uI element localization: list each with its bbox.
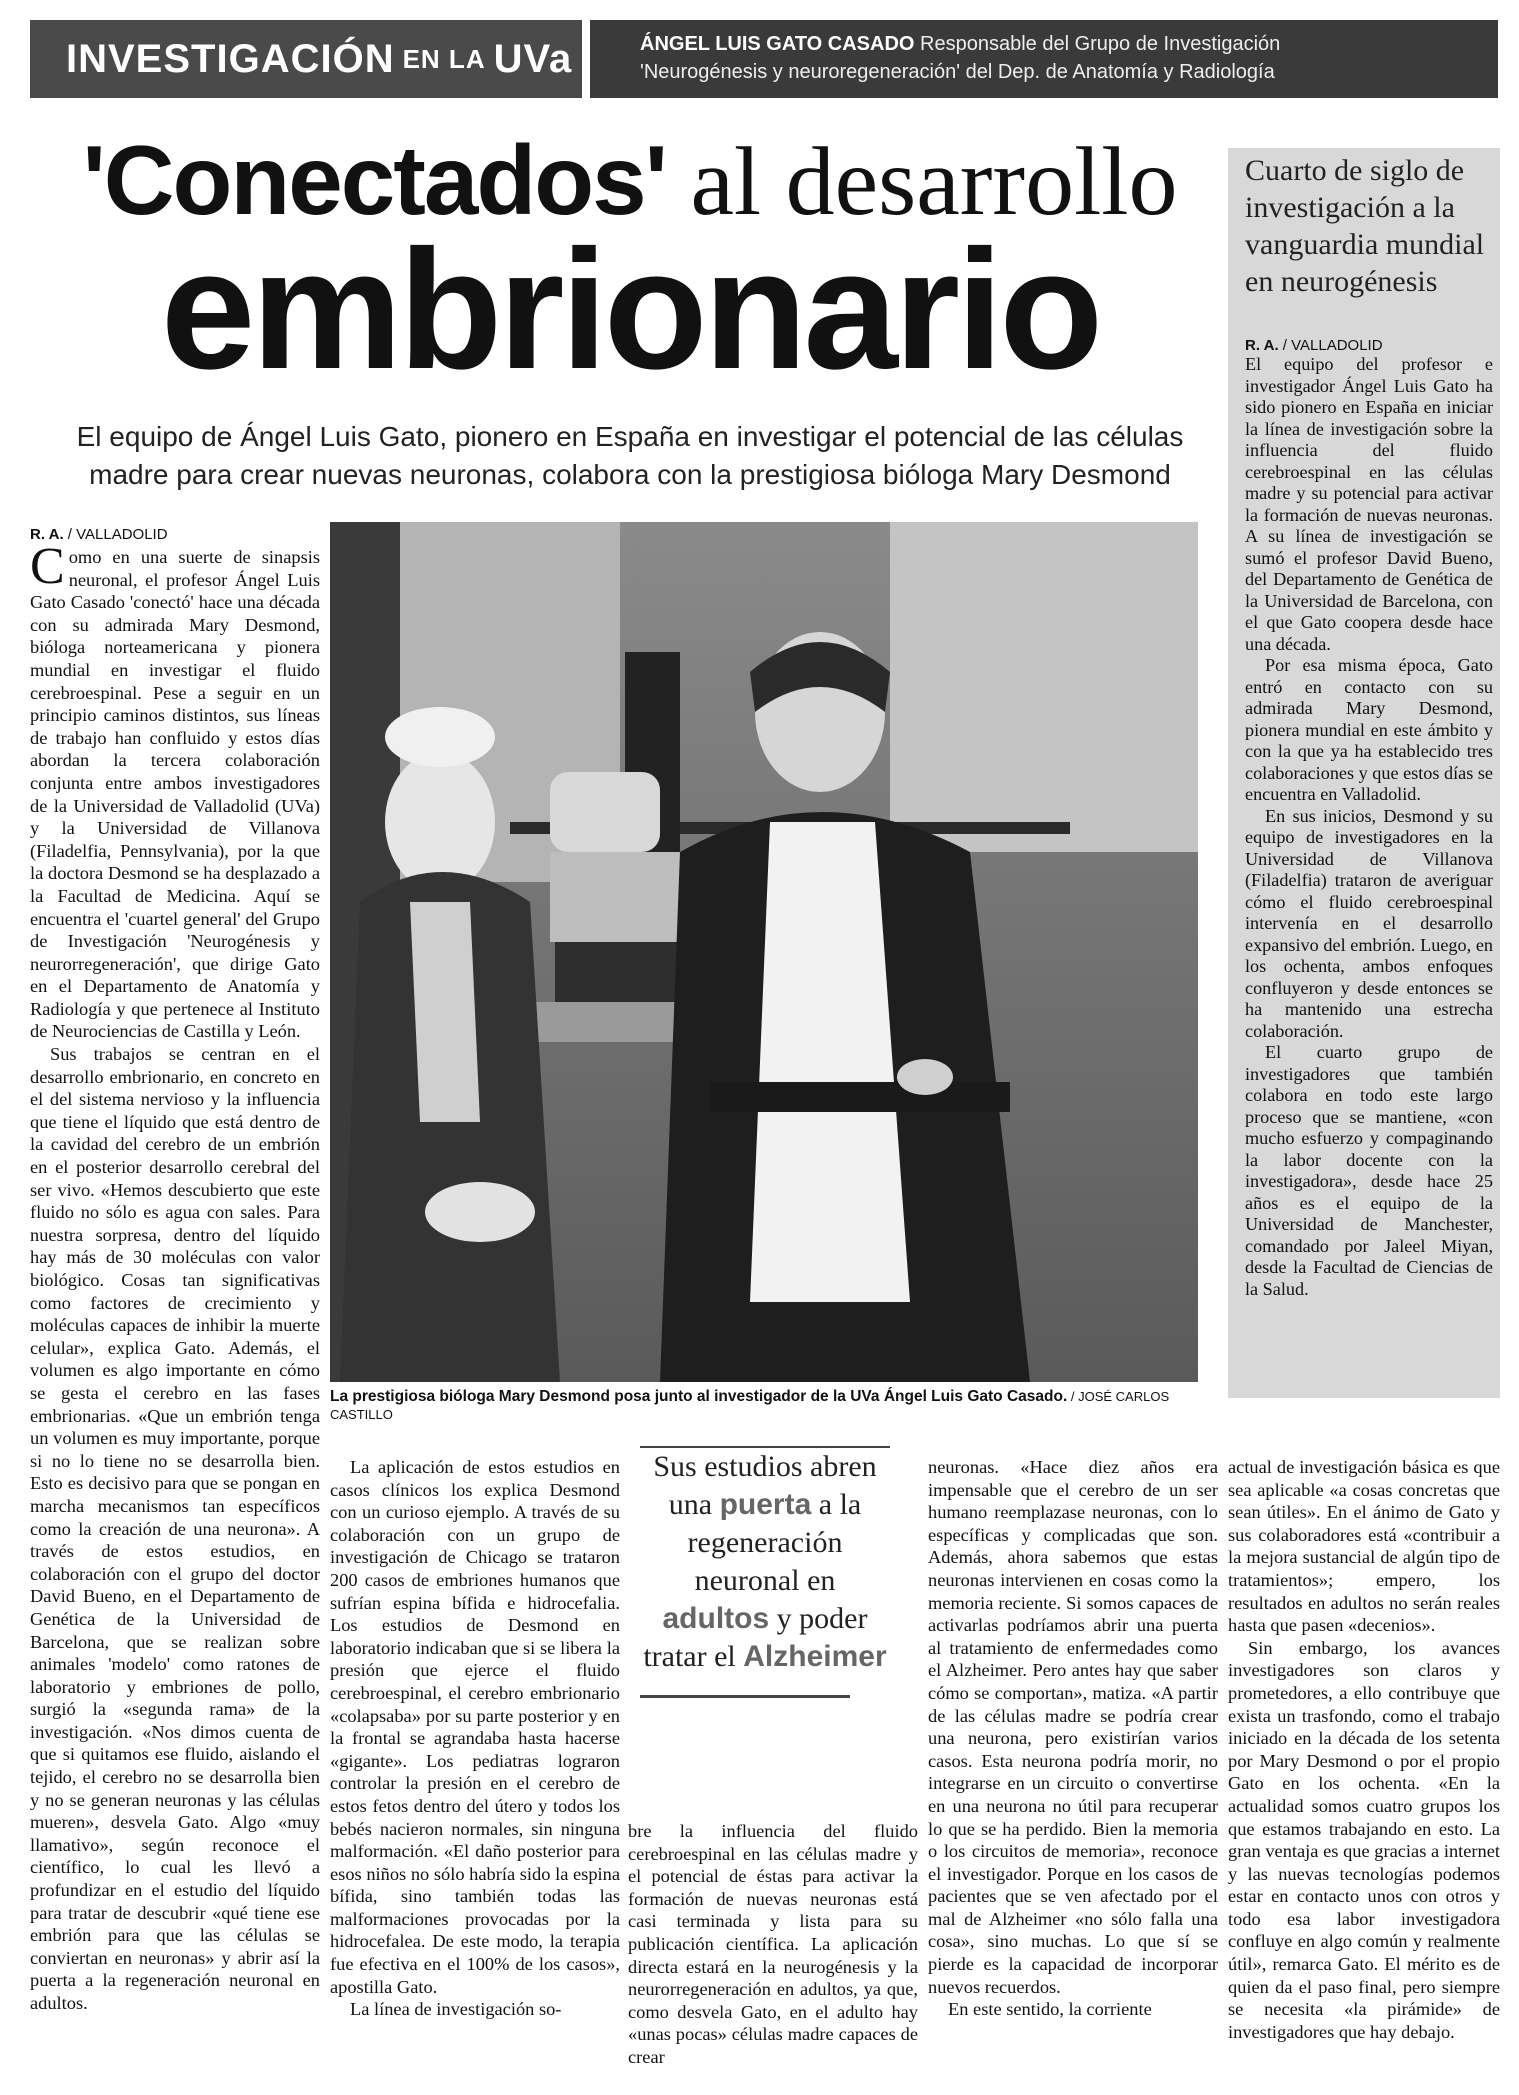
headline-line2: embrionario bbox=[160, 215, 1100, 405]
sidebar-byline-place: / VALLADOLID bbox=[1278, 337, 1383, 354]
photo-illustration bbox=[330, 522, 1198, 1382]
section-main: INVESTIGACIÓN bbox=[66, 36, 395, 81]
article-column-3 bbox=[628, 1820, 918, 2069]
article-paragraph: La línea de investigación so- bbox=[350, 1999, 562, 2020]
sidebar-paragraph: Por esa misma época, Gato entró en contacto con su admirada Mary Desmond, pionera mundial en este ámbito y con la que ya ha establecido tres colaboraciones y que estos días se encuentra en Valladolid. bbox=[1245, 655, 1493, 804]
article-paragraph: neuronas. «Hace diez años era impensable que el cerebro de un ser humano reemplazase neuronas, con lo específicas y complicadas que son. Además, ahora sabemos que estas neuronas intervienen en cosas como la memoria reciente. Si somos capaces de activarlas podríamos abrir una puerta al tratamiento de enfermedades como el Alzheimer. Pero antes hay que saber cómo se comportan», matiza. «A partir de las células madre se podría crear una neurona, pero existirían varios casos. Esta neurona podría morir, no integrarse en un circuito o convertirse en una neurona no útil para recuperar lo que se ha perdido. Bien la memoria o los circuitos de memoria», reconoce el investigador. Porque en los casos de pacientes que se ven afectado por el mal de Alzheimer «no sólo falla una cosa», sino muchas. Lo que sí se pierde es la capacidad de incorporar nuevos recuerdos. bbox=[928, 1457, 1218, 1997]
photo-caption bbox=[330, 1388, 1230, 1424]
byline-place: / VALLADOLID bbox=[63, 526, 168, 543]
article-photo bbox=[330, 522, 1198, 1382]
subheadline bbox=[40, 418, 1220, 494]
article-paragraph: bre la influencia del fluido cerebroespinal en las células madre y el potencial de éstas para activar la formación de nuevas neuronas está casi terminada y lista para su publicación científica. La aplicación directa estará en la neurogénesis y la neurorregeneración en adultos, ya que, como desvela Gato, en el adulto hay «unas pocas» células madre capaces de crear bbox=[628, 1821, 918, 2067]
photo-credit: / JOSÉ CARLOS CASTILLO bbox=[330, 1389, 1170, 1422]
pullquote-text: Sus estudios abren una bbox=[653, 1450, 877, 1521]
pullquote-highlight: puerta bbox=[719, 1488, 812, 1521]
section-label bbox=[30, 20, 590, 98]
article-paragraph bbox=[30, 538, 320, 1043]
sidebar-title: Cuarto de siglo de investigación a la vanguardia mundial en neurogénesis bbox=[1245, 154, 1485, 298]
caption-text: La prestigiosa bióloga Mary Desmond posa junto al investigador de la UVa Ángel Luis Gato Casado. bbox=[330, 1388, 1068, 1405]
article-column-5 bbox=[1228, 1456, 1500, 2043]
sidebar-byline bbox=[1245, 337, 1383, 354]
pullquote-rule-bottom bbox=[640, 1695, 850, 1698]
subhead-line1: El equipo de Ángel Luis Gato, pionero en España en investigar el potencial de las células bbox=[76, 421, 1184, 452]
section-mid: EN LA bbox=[402, 43, 486, 74]
byline-initials: R. A. bbox=[30, 526, 64, 543]
header-person bbox=[640, 30, 1500, 86]
article-column-1 bbox=[30, 538, 320, 2015]
article-paragraph: En este sentido, la corriente bbox=[948, 1999, 1152, 2020]
sidebar-paragraph: El equipo del profesor e investigador Ángel Luis Gato ha sido pionero en España en iniciar la línea de investigación sobre la influencia del fluido cerebroespinal en las células madre y su potencial para activar la formación de nuevas neuronas. A su línea de investigación se sumó el profesor David Bueno, del Departamento de Genética de la Universidad de Barcelona, con el que Gato coopera desde hace una década. bbox=[1245, 354, 1493, 654]
section-end: UVa bbox=[493, 36, 573, 81]
subhead-line2: madre para crear nuevas neuronas, colabora con la prestigiosa bióloga Mary Desmond bbox=[89, 459, 1171, 490]
article-paragraph-text: omo en una suerte de sinapsis neuronal, el profesor Ángel Luis Gato Casado 'conectó' hace una década con su admirada Mary Desmond, bióloga norteamericana y pionera mundial en investigar el fluido cerebroespinal. Pese a seguir en un principio caminos distintos, sus líneas de trabajo han confluido y estos días abordan la tercera colaboración conjunta entre ambos investigadores de la Universidad de Valladolid (UVa) y la Universidad de Villanova (Filadelfia, Pennsylvania), por la que la doctora Desmond se ha desplazado a la Facultad de Medicina. Aquí se encuentra el 'cuartel general' del Grupo de Investigación 'Neurogénesis y neurorregeneración', que dirige Gato en el Departamento de Anatomía y Radiología y que pertenece al Instituto de Neurociencias de Castilla y León. bbox=[30, 547, 320, 1042]
pullquote-highlight: adultos bbox=[662, 1602, 770, 1635]
article-paragraph: La aplicación de estos estudios en casos clínicos los explica Desmond con un curioso ejemplo. A través de su colaboración con un grupo de investigación de Chicago se trataron 200 casos de embriones humanos que sufrían espina bífida e hidrocefalia. Los estudios de Desmond en laboratorio indicaban que si se libera la presión que ejerce el fluido cerebroespinal, el cerebro embrionario «colapsaba» por su parte posterior y en la frontal se agrandaba hasta hacerse «gigante». Los pediatras lograron controlar la presión en el cerebro de estos fetos dentro del útero y todos los bebés nacieron normales, sin ninguna malformación. «El daño posterior para esos niños no sólo habría sido la espina bífida, sino también todas las malformaciones provocadas por la hidrocefalea. De este modo, la terapia fue efectiva en el 100% de los casos», apostilla Gato. bbox=[330, 1457, 620, 1997]
sidebar-paragraph: En sus inicios, Desmond y su equipo de investigadores en la Universidad de Villanova (Filadelfia) trataron de averiguar cómo el fluido cerebroespinal intervenía en el desarrollo expansivo del embrión. Luego, en los ochenta, ambos enfoques confluyeron y desde entonces se ha mantenido una estrecha colaboración. bbox=[1245, 805, 1493, 1041]
pullquote-text: y poder tratar el bbox=[643, 1602, 868, 1673]
article-column-2 bbox=[330, 1456, 620, 2021]
sidebar-paragraph: El cuarto grupo de investigadores que también colabora en todo este largo proceso que se mantiene, «con mucho esfuerzo y compaginando la labor docente con la investigadora», desde hace 25 años es el equipo de la Universidad de Manchester, comandado por Jaleel Miyan, desde la Facultad de Ciencias de la Salud. bbox=[1245, 1042, 1493, 1299]
headline-line1-rest: al desarrollo bbox=[665, 128, 1178, 236]
person-role-line2: 'Neurogénesis y neuroregeneración' del Dep. de Anatomía y Radiología bbox=[640, 61, 1275, 83]
headline-line1-bold: 'Conectados' bbox=[82, 125, 666, 235]
article-paragraph: actual de investigación básica es que sea aplicable «a cosas concretas que sean útiles». En el ánimo de Gato y sus colaboradores está «contribuir a la mejora sustancial de algún tipo de tratamientos»; empero, los resultados en adultos no serán reales hasta que pasen «decenios». bbox=[1228, 1457, 1500, 1636]
person-name: ÁNGEL LUIS GATO CASADO bbox=[640, 33, 915, 55]
sidebar-byline-initials: R. A. bbox=[1245, 337, 1279, 354]
article-column-4 bbox=[928, 1456, 1218, 2021]
dropcap: C bbox=[30, 538, 65, 595]
article-paragraph: Sus trabajos se centran en el desarrollo embrionario, en concreto en el del sistema nervioso y la influencia que tiene el líquido que está dentro de la cavidad del cerebro de un embrión en el posterior desarrollo cerebral del ser vivo. «Hemos descubierto que este fluido no sólo es agua con sales. Para nuestra sorpresa, dentro del líquido hay más de 30 moléculas con valor biológico. Cosas tan significativas como factores de crecimiento y moléculas capaces de inhibir la muerte celular», explica Gato. Además, el volumen es algo importante en cómo se gesta el cerebro en las fases embrionarias. «Que un embrión tenga un volumen es muy importante, porque si no lo tiene no se desarrolla bien. Esto es decisivo para que se pongan en marcha mecanismos tan específicos como la creación de una neurona». A través de estos estudios, en colaboración con el grupo del doctor David Bueno, en el Departamento de Genética de la Universidad de Barcelona, que se realizan sobre animales 'modelo' como ratones de laboratorio y embriones de pollo, surgió la «segunda rama» de la investigación. «Nos dimos cuenta de que si quitamos ese fluido, aislando el tejido, el cerebro no se desarrolla bien y no se generan neuronas y las células mueren», desvela Gato. Algo «muy llamativo», según reconoce el científico, lo cual les llevó a profundizar en el estudio del líquido para tratar de descubrir «qué tiene ese embrión para que las células se conviertan en neuronas» y abrir así la puerta a la regeneración neuronal en adultos. bbox=[30, 1044, 320, 2013]
pullquote-highlight: Alzheimer bbox=[743, 1640, 887, 1673]
sidebar-body bbox=[1245, 354, 1493, 1300]
person-role-line1: Responsable del Grupo de Investigación bbox=[920, 33, 1281, 55]
pullquote-text: a la regeneración neuronal en bbox=[687, 1488, 862, 1597]
pullquote bbox=[640, 1448, 890, 1676]
article-paragraph: Sin embargo, los avances investigadores son claros y prometedores, a ello contribuye que exista un trasfondo, como el trabajo iniciado en la década de los setenta por Mary Desmond o por el propio Gato en los ochenta. «En la actualidad somos cuatro grupos los que estamos trabajando en esto. La gran ventaja es que gracias a internet y las nuevas tecnologías podemos estar en contacto unos con otros y todo esa labor investigadora confluye en algo común y realmente útil», remarca Gato. El mérito es de quien da el paso final, pero siempre se necesita «la pirámide» de investigadores que hay debajo. bbox=[1228, 1637, 1500, 2042]
